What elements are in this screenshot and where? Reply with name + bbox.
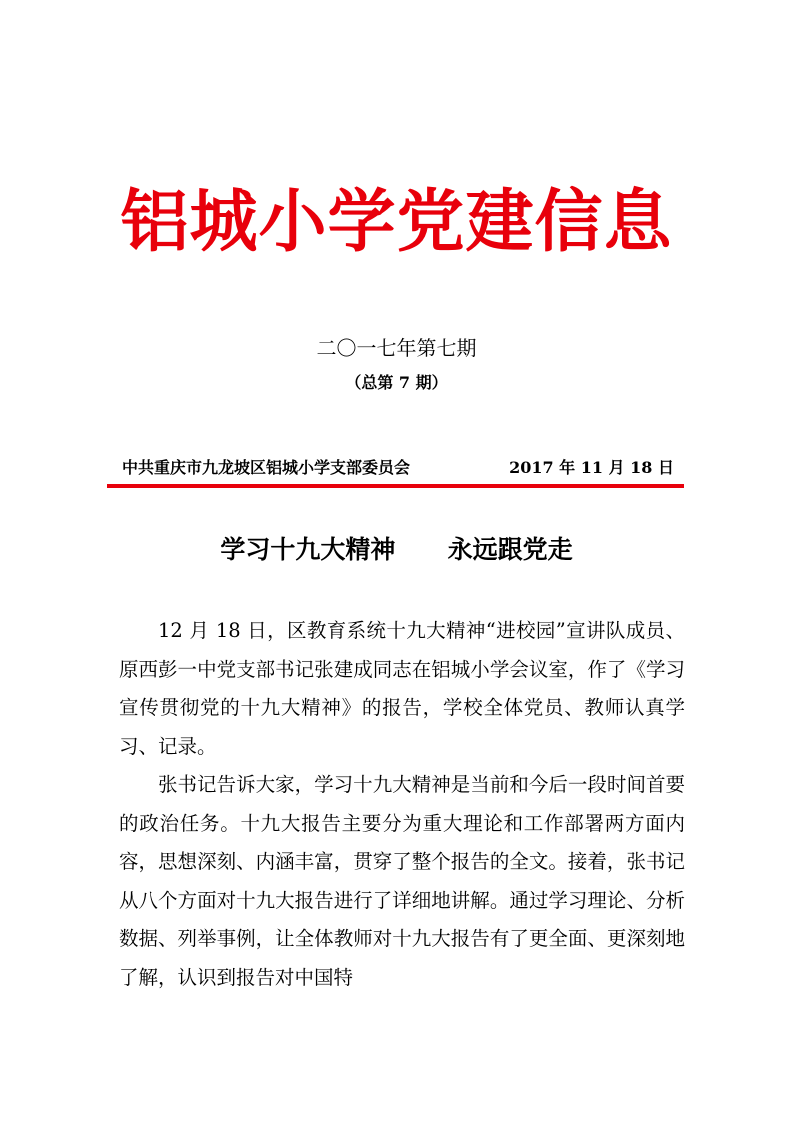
article-title: 学习十九大精神 永远跟党走 xyxy=(220,535,573,564)
issue-label: 二〇一七年第七期 xyxy=(316,336,477,360)
article-body xyxy=(119,612,685,997)
header-divider xyxy=(107,484,684,488)
publication-date: 2017 年 11 月 18 日 xyxy=(509,458,674,477)
article-paragraph: 张书记告诉大家，学习十九大精神是当前和今后一段时间首要的政治任务。十九大报告主要分为重大理论和工作部署两方面内容，思想深刻、内涵丰富，贯穿了整个报告的全文。接着，张书记从八个方面对十九大报告进行了详细地讲解。通过学习理论、分析数据、列举事例，让全体教师对十九大报告有了更全面、更深刻地了解，认识到报告对中国特 xyxy=(119,773,685,989)
publisher-line xyxy=(122,455,682,481)
article-paragraph: 12 月 18 日，区教育系统十九大精神“进校园”宣讲队成员、原西彭一中党支部书记张建成同志在铝城小学会议室，作了《学习宣传贯彻党的十九大精神》的报告，学校全体党员、教师认真学习、记录。 xyxy=(119,619,685,758)
total-issue-label: （总第 7 期） xyxy=(345,373,448,392)
masthead-title: 铝城小学党建信息 xyxy=(120,183,673,262)
publisher-organization: 中共重庆市九龙坡区铝城小学支部委员会 xyxy=(122,458,411,477)
